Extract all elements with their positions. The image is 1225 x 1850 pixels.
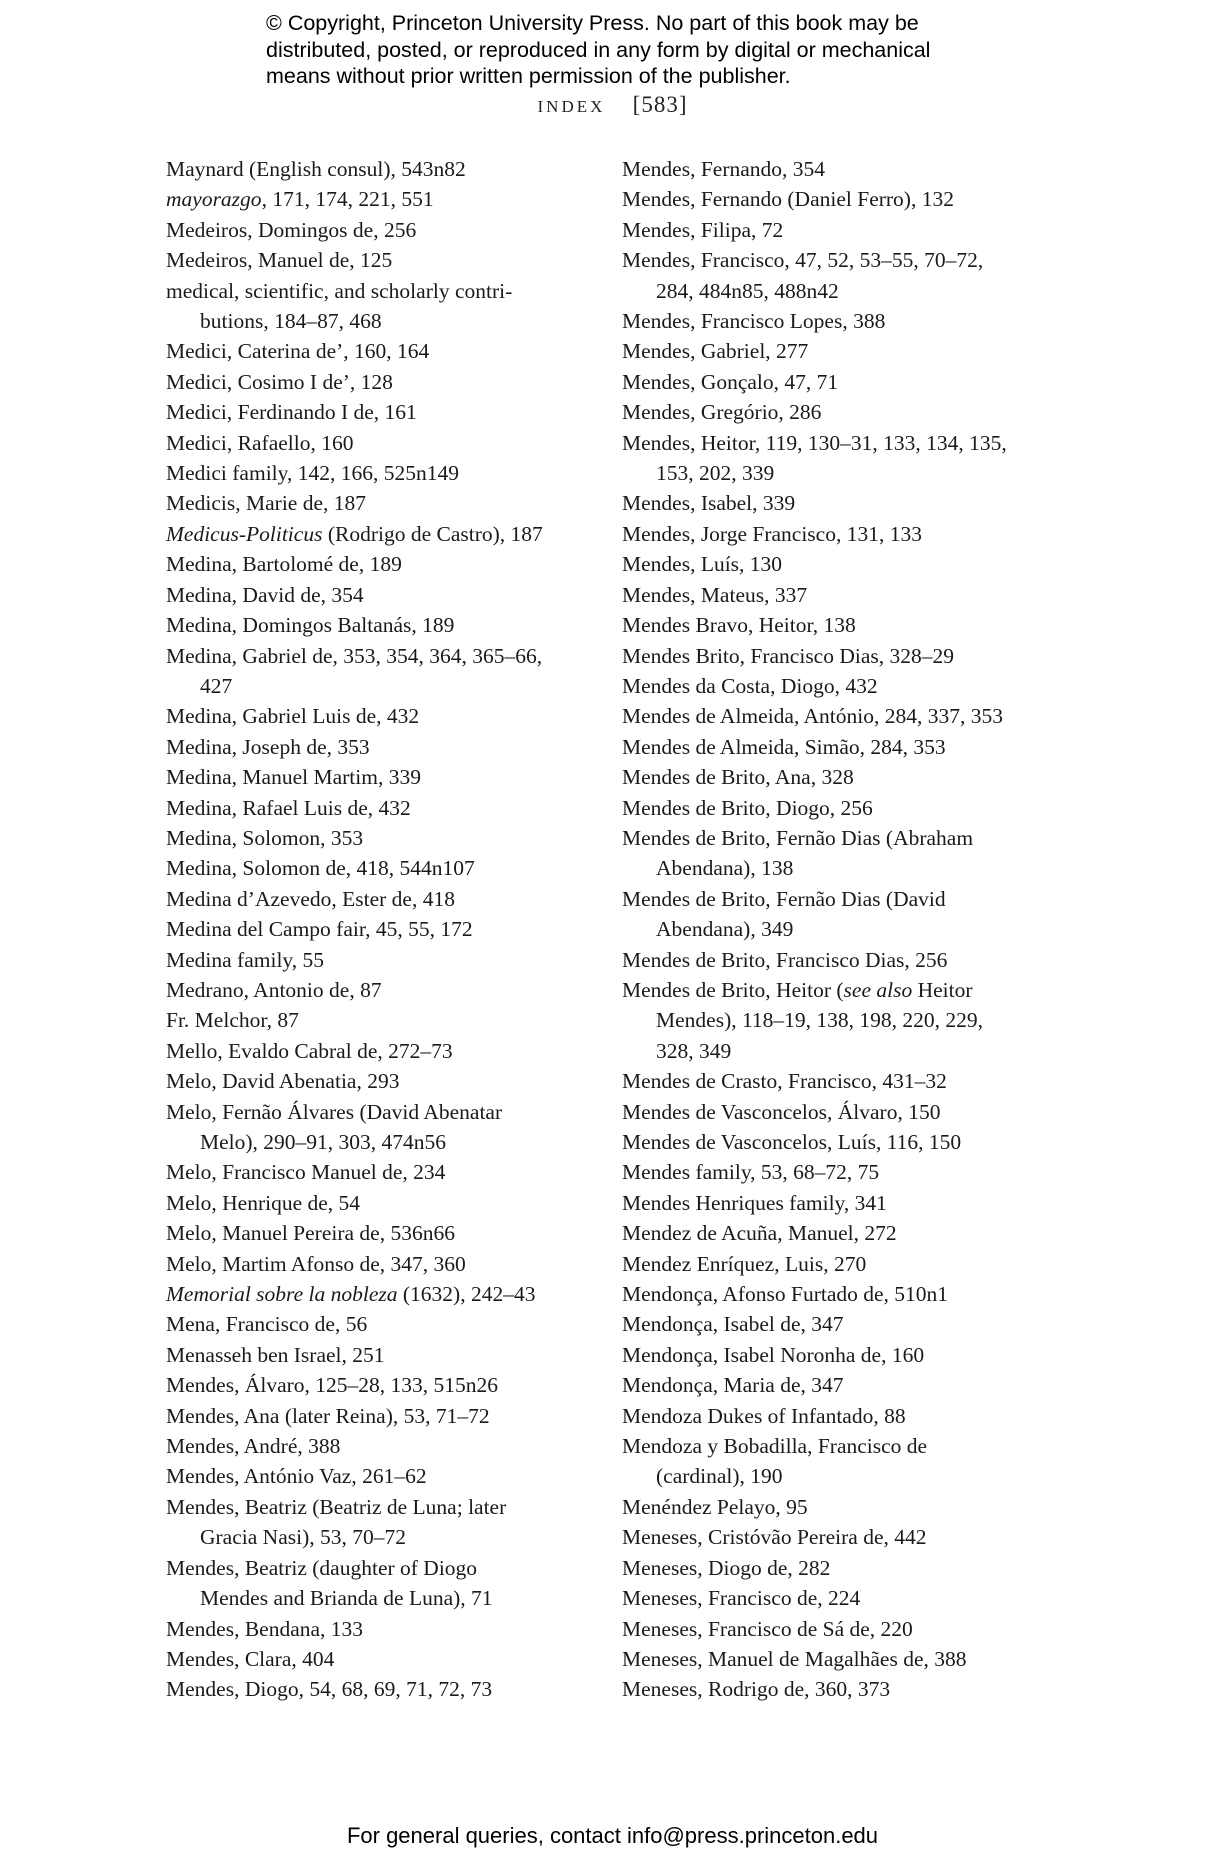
index-entry [622,1127,1042,1157]
entry-text: Mendes da Costa, Diogo, 432 [622,673,878,698]
entry-text: Mendonça, Isabel de, 347 [622,1312,844,1337]
index-entry [166,1553,606,1583]
copyright-line: distributed, posted, or reproduced in any form by digital or mechanical [266,37,931,62]
index-entry [166,154,606,184]
index-entry-continuation [166,1583,606,1613]
entry-text: Mendoza y Bobadilla, Francisco de [622,1434,928,1459]
entry-text: Medina, Solomon, 353 [166,825,364,850]
index-entry [622,1340,1042,1370]
index-entry [166,1157,606,1187]
entry-text: Mendes, Gonçalo, 47, 71 [622,369,839,394]
index-entry-continuation [166,1127,606,1157]
entry-text: Mendes, Beatriz (Beatriz de Luna; later [166,1494,507,1519]
index-entry [622,580,1042,610]
index-entry [166,1279,606,1309]
entry-text: Fr. Melchor, 87 [166,1008,299,1033]
entry-text: Mendes, Bendana, 133 [166,1616,364,1641]
index-entry [166,336,606,366]
index-entry [166,1644,606,1674]
index-entry [166,367,606,397]
entry-text: Mendes Bravo, Heitor, 138 [622,613,856,638]
index-entry [622,215,1042,245]
entry-text: Mendes and Brianda de Luna), 71 [200,1586,493,1611]
index-entry [166,458,606,488]
entry-text: butions, 184–87, 468 [200,309,382,334]
entry-text: Heitor [912,977,973,1002]
entry-text: Melo), 290–91, 303, 474n56 [200,1130,447,1154]
page-number: [583] [632,92,688,117]
entry-text: Medici, Caterina de’, 160, 164 [166,339,430,364]
entry-text: Meneses, Rodrigo de, 360, 373 [622,1677,891,1702]
entry-text: Mendes, Gabriel, 277 [622,339,809,364]
entry-text: 328, 349 [656,1038,732,1063]
index-entry [166,610,606,640]
index-entry [166,762,606,792]
entry-text: Medici, Rafaello, 160 [166,430,354,455]
index-entry [166,1097,606,1127]
entry-text: Mendes, Jorge Francisco, 131, 133 [622,521,922,546]
entry-text: Medina, Joseph de, 353 [166,734,370,759]
index-entry [166,1461,606,1491]
entry-text: Mendes, Heitor, 119, 130–31, 133, 134, 135, [622,430,1007,455]
entry-text: Mendes, Clara, 404 [166,1646,335,1671]
index-entry [622,336,1042,366]
running-head [0,92,1225,118]
index-entry [622,1492,1042,1522]
italic-text: see also [843,977,913,1002]
entry-text: Medicis, Marie de, 187 [166,491,367,516]
entry-text: Medrano, Antonio de, 87 [166,977,382,1002]
entry-text: Mendes, Luís, 130 [622,552,783,577]
entry-text: 153, 202, 339 [656,461,775,486]
index-entry [622,1614,1042,1644]
entry-text: Medeiros, Domingos de, 256 [166,217,417,242]
entry-text: Mendez Enríquez, Luis, 270 [622,1251,867,1276]
index-entry-continuation [166,1522,606,1552]
index-entry [166,276,606,306]
entry-text: Mendes de Brito, Diogo, 256 [622,795,873,820]
entry-text: Mendonça, Maria de, 347 [622,1373,844,1398]
entry-text: , 171, 174, 221, 551 [261,187,434,212]
index-entry [166,1431,606,1461]
index-entry [622,154,1042,184]
index-entry [622,1309,1042,1339]
entry-text: Medina d’Azevedo, Ester de, 418 [166,886,455,911]
footer-contact: For general queries, contact info@press.princeton.edu [346,1823,879,1848]
copyright-line: © Copyright, Princeton University Press. No part of this book may be [266,11,919,35]
index-entry [166,519,606,549]
entry-text: Gracia Nasi), 53, 70–72 [200,1525,406,1550]
index-entry [166,184,606,214]
entry-text: Mendes, Filipa, 72 [622,217,784,242]
index-entry [622,519,1042,549]
index-entry-continuation [622,914,1042,944]
index-entry [622,1583,1042,1613]
index-entry [622,1249,1042,1279]
entry-text: Mendes de Brito, Fernão Dias (Abraham [622,825,974,850]
index-entry [166,884,606,914]
entry-text: Mendes, Fernando, 354 [622,157,826,181]
index-entry [622,762,1042,792]
entry-text: Medina del Campo fair, 45, 55, 172 [166,917,473,942]
entry-text: Meneses, Diogo de, 282 [622,1555,831,1580]
index-entry [622,1522,1042,1552]
entry-text: Mendez de Acuña, Manuel, 272 [622,1221,897,1246]
index-entry [622,245,1042,275]
index-entry [622,1157,1042,1187]
index-entry [622,549,1042,579]
entry-text: Meneses, Manuel de Magalhães de, 388 [622,1646,967,1671]
entry-text: Mendes de Brito, Heitor ( [622,977,844,1002]
entry-text: Mendes, António Vaz, 261–62 [166,1464,427,1489]
entry-text: Melo, Fernão Álvares (David Abenatar [166,1099,503,1124]
entry-text: Mendes, Isabel, 339 [622,491,796,516]
index-entry [166,1401,606,1431]
entry-text: Medeiros, Manuel de, 125 [166,248,393,273]
entry-text: Mendes, Beatriz (daughter of Diogo [166,1555,478,1580]
index-entry [166,823,606,853]
index-entry [166,914,606,944]
index-entry [166,397,606,427]
index-entry [166,1370,606,1400]
copyright-notice [266,10,1026,90]
entry-text: Abendana), 138 [656,856,794,881]
index-entry [622,184,1042,214]
index-entry [622,1066,1042,1096]
index-entry [622,367,1042,397]
entry-text: Meneses, Francisco de, 224 [622,1586,861,1611]
entry-text: Mello, Evaldo Cabral de, 272–73 [166,1038,453,1063]
index-entry [622,975,1042,1005]
entry-text: Medina, Gabriel de, 353, 354, 364, 365–66, [166,643,543,668]
entry-text: Meneses, Cristóvão Pereira de, 442 [622,1525,927,1550]
entry-text: Medina, Solomon de, 418, 544n107 [166,856,475,881]
index-entry-continuation [622,1005,1042,1035]
entry-text: Melo, Henrique de, 54 [166,1190,361,1215]
index-entry [166,1218,606,1248]
index-entry [166,1614,606,1644]
entry-text: Medina, David de, 354 [166,582,364,607]
entry-text: Maynard (English consul), 543n82 [166,157,466,181]
index-entry [622,884,1042,914]
index-entry [622,610,1042,640]
italic-text: mayorazgo [166,187,262,212]
entry-text: Medina, Manuel Martim, 339 [166,765,421,790]
index-entry-continuation [622,458,1042,488]
index-entry [166,1188,606,1218]
index-entry [166,549,606,579]
entry-text: Mendonça, Isabel Noronha de, 160 [622,1342,925,1367]
index-entry [622,1644,1042,1674]
index-entry [166,488,606,518]
index-entry [622,1553,1042,1583]
index-entry [622,1401,1042,1431]
index-entry-continuation [622,853,1042,883]
entry-text: Mendes), 118–19, 138, 198, 220, 229, [656,1008,984,1033]
index-entry-continuation [166,671,606,701]
index-entry [622,701,1042,731]
entry-text: 284, 484n85, 488n42 [656,278,839,303]
entry-text: Medina, Domingos Baltanás, 189 [166,613,455,638]
index-entry-continuation [622,1461,1042,1491]
entry-text: Medici, Ferdinando I de, 161 [166,400,417,425]
entry-text: Mendoza Dukes of Infantado, 88 [622,1403,906,1428]
index-entry [166,1309,606,1339]
entry-text: Mendes de Brito, Ana, 328 [622,765,854,790]
index-entry [622,671,1042,701]
index-entry-continuation [166,306,606,336]
index-entry [166,1066,606,1096]
index-entry [166,1674,606,1704]
index-entry [622,1370,1042,1400]
entry-text: Medici, Cosimo I de’, 128 [166,369,393,394]
index-entry [166,641,606,671]
index-entry [622,1097,1042,1127]
entry-text: Mendes, Gregório, 286 [622,400,822,425]
index-entry [166,1340,606,1370]
entry-text: Menasseh ben Israel, 251 [166,1342,385,1367]
entry-text: Mendes de Almeida, António, 284, 337, 353 [622,704,1003,729]
index-entry [622,428,1042,458]
entry-text: Mendes de Brito, Fernão Dias (David [622,886,946,911]
entry-text: Mena, Francisco de, 56 [166,1312,368,1337]
entry-text: Melo, Francisco Manuel de, 234 [166,1160,446,1185]
entry-text: Mendonça, Afonso Furtado de, 510n1 [622,1282,949,1307]
entry-text: Mendes, André, 388 [166,1434,341,1459]
index-entry [622,488,1042,518]
entry-text: Abendana), 349 [656,917,794,942]
index-entry [622,1279,1042,1309]
index-entry [622,306,1042,336]
entry-text: Medici family, 142, 166, 525n149 [166,461,460,486]
index-entry [166,215,606,245]
entry-text: Mendes de Brito, Francisco Dias, 256 [622,947,948,972]
index-entry [166,732,606,762]
entry-text: Mendes, Mateus, 337 [622,582,808,607]
index-entry [166,1249,606,1279]
index-column-right [622,154,1042,1705]
entry-text: Menéndez Pelayo, 95 [622,1494,808,1519]
entry-text: Melo, David Abenatia, 293 [166,1069,400,1094]
entry-text: Medina, Gabriel Luis de, 432 [166,704,420,729]
entry-text: Mendes de Almeida, Simão, 284, 353 [622,734,946,759]
entry-text: Melo, Martim Afonso de, 347, 360 [166,1251,466,1276]
index-entry [166,975,606,1005]
index-entry-continuation [622,1036,1042,1066]
index-entry [622,1218,1042,1248]
entry-text: Mendes Henriques family, 341 [622,1190,887,1215]
entry-text: Mendes, Ana (later Reina), 53, 71–72 [166,1403,490,1428]
entry-text: Mendes, Francisco Lopes, 388 [622,309,886,334]
entry-text: Medina family, 55 [166,947,325,972]
index-entry [622,1431,1042,1461]
index-column-left [166,154,606,1705]
entry-text: Melo, Manuel Pereira de, 536n66 [166,1221,455,1246]
index-entry-continuation [622,276,1042,306]
index-entry [166,1005,606,1035]
entry-text: Mendes, Francisco, 47, 52, 53–55, 70–72, [622,248,984,273]
entry-text: Mendes family, 53, 68–72, 75 [622,1160,880,1185]
entry-text: 427 [200,673,233,698]
entry-text: Mendes, Álvaro, 125–28, 133, 515n26 [166,1373,499,1398]
italic-text: Memorial sobre la nobleza [166,1282,398,1307]
index-entry [166,945,606,975]
index-entry [166,428,606,458]
entry-text: Mendes Brito, Francisco Dias, 328–29 [622,643,955,668]
index-entry [166,853,606,883]
index-entry [166,580,606,610]
entry-text: Meneses, Francisco de Sá de, 220 [622,1616,913,1641]
italic-text: Medicus-Politicus [166,521,323,546]
entry-text: Mendes de Vasconcelos, Luís, 116, 150 [622,1130,962,1154]
index-entry [166,1492,606,1522]
entry-text: medical, scientific, and scholarly contri- [166,278,513,303]
index-entry [166,1036,606,1066]
entry-text: (Rodrigo de Castro), 187 [322,521,543,546]
entry-text: Mendes, Diogo, 54, 68, 69, 71, 72, 73 [166,1677,493,1702]
index-entry [622,397,1042,427]
index-entry [622,732,1042,762]
entry-text: Medina, Bartolomé de, 189 [166,552,402,577]
running-head-label: INDEX [537,97,606,116]
entry-text: Mendes de Vasconcelos, Álvaro, 150 [622,1099,941,1124]
index-entry [622,793,1042,823]
entry-text: Mendes, Fernando (Daniel Ferro), 132 [622,187,954,212]
index-entry [622,1674,1042,1704]
index-entry [622,641,1042,671]
index-entry [166,701,606,731]
index-entry [166,793,606,823]
index-entry [622,823,1042,853]
index-entry [166,245,606,275]
entry-text: Medina, Rafael Luis de, 432 [166,795,411,820]
entry-text: Mendes de Crasto, Francisco, 431–32 [622,1069,947,1094]
entry-text: (1632), 242–43 [397,1282,536,1307]
index-entry [622,945,1042,975]
entry-text: (cardinal), 190 [656,1464,783,1489]
index-entry [622,1188,1042,1218]
copyright-line: means without prior written permission of the publisher. [266,64,791,88]
